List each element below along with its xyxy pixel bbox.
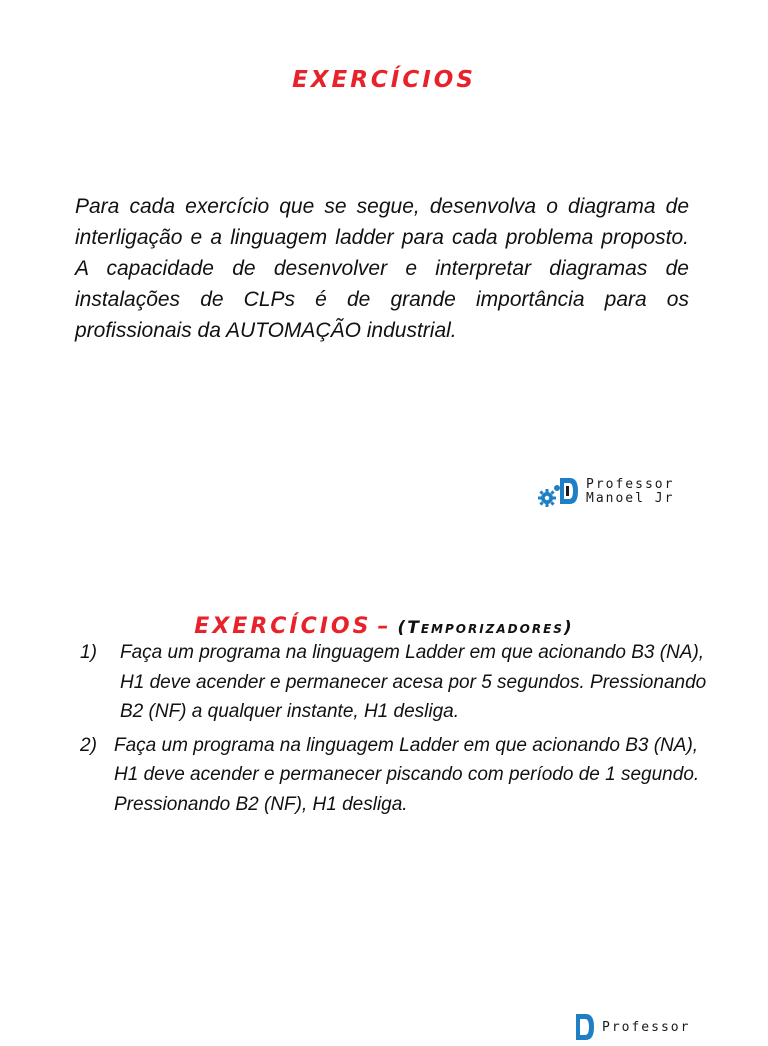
slide-title: EXERCÍCIOS: [292, 67, 476, 94]
exercises-title: [0, 614, 768, 639]
logo-line2: Manoel Jr: [586, 491, 675, 506]
exercise-text: Faça um programa na linguagem Ladder em que acionando B3 (NA), H1 deve acender e permanecer piscando com período de 1 segundo. Pressionando B2 (NF), H1 desliga.: [114, 734, 700, 815]
slide-intro: [0, 0, 768, 512]
professor-logo-partial: [552, 1010, 690, 1046]
exercise-number: 1): [80, 642, 97, 663]
logo-line1: Professor: [602, 1020, 691, 1035]
professor-logo: [536, 474, 674, 510]
logo-line1: Professor: [586, 477, 675, 492]
intro-paragraph: Para cada exercício que se segue, desenvolva o diagrama de interligação e a linguagem ladder para cada problema proposto. A capacidade de desenvolver e interpretar diagramas de instalações de CLPs é de grande importância para os profissionais da AUTOMAÇÃO industrial.: [75, 195, 689, 342]
gear-logo-icon: [552, 1010, 598, 1046]
slide-exercises: [0, 512, 768, 1035]
exercise-list: [80, 638, 710, 823]
exercises-subtitle: (Temporizadores): [397, 618, 574, 639]
gear-logo-icon: [536, 474, 582, 510]
exercises-title-main: EXERCÍCIOS: [194, 614, 372, 640]
exercise-number: 2): [80, 734, 97, 756]
exercise-text: Faça um programa na linguagem Ladder em que acionando B3 (NA), H1 deve acender e permanecer acesa por 5 segundos. Pressionando B2 (NF) a qualquer instante, H1 desliga.: [120, 642, 707, 722]
list-item: [80, 638, 710, 727]
logo-text: [586, 478, 674, 506]
logo-text: [602, 1021, 690, 1035]
title-dash: –: [377, 614, 392, 640]
list-item: [80, 731, 710, 820]
